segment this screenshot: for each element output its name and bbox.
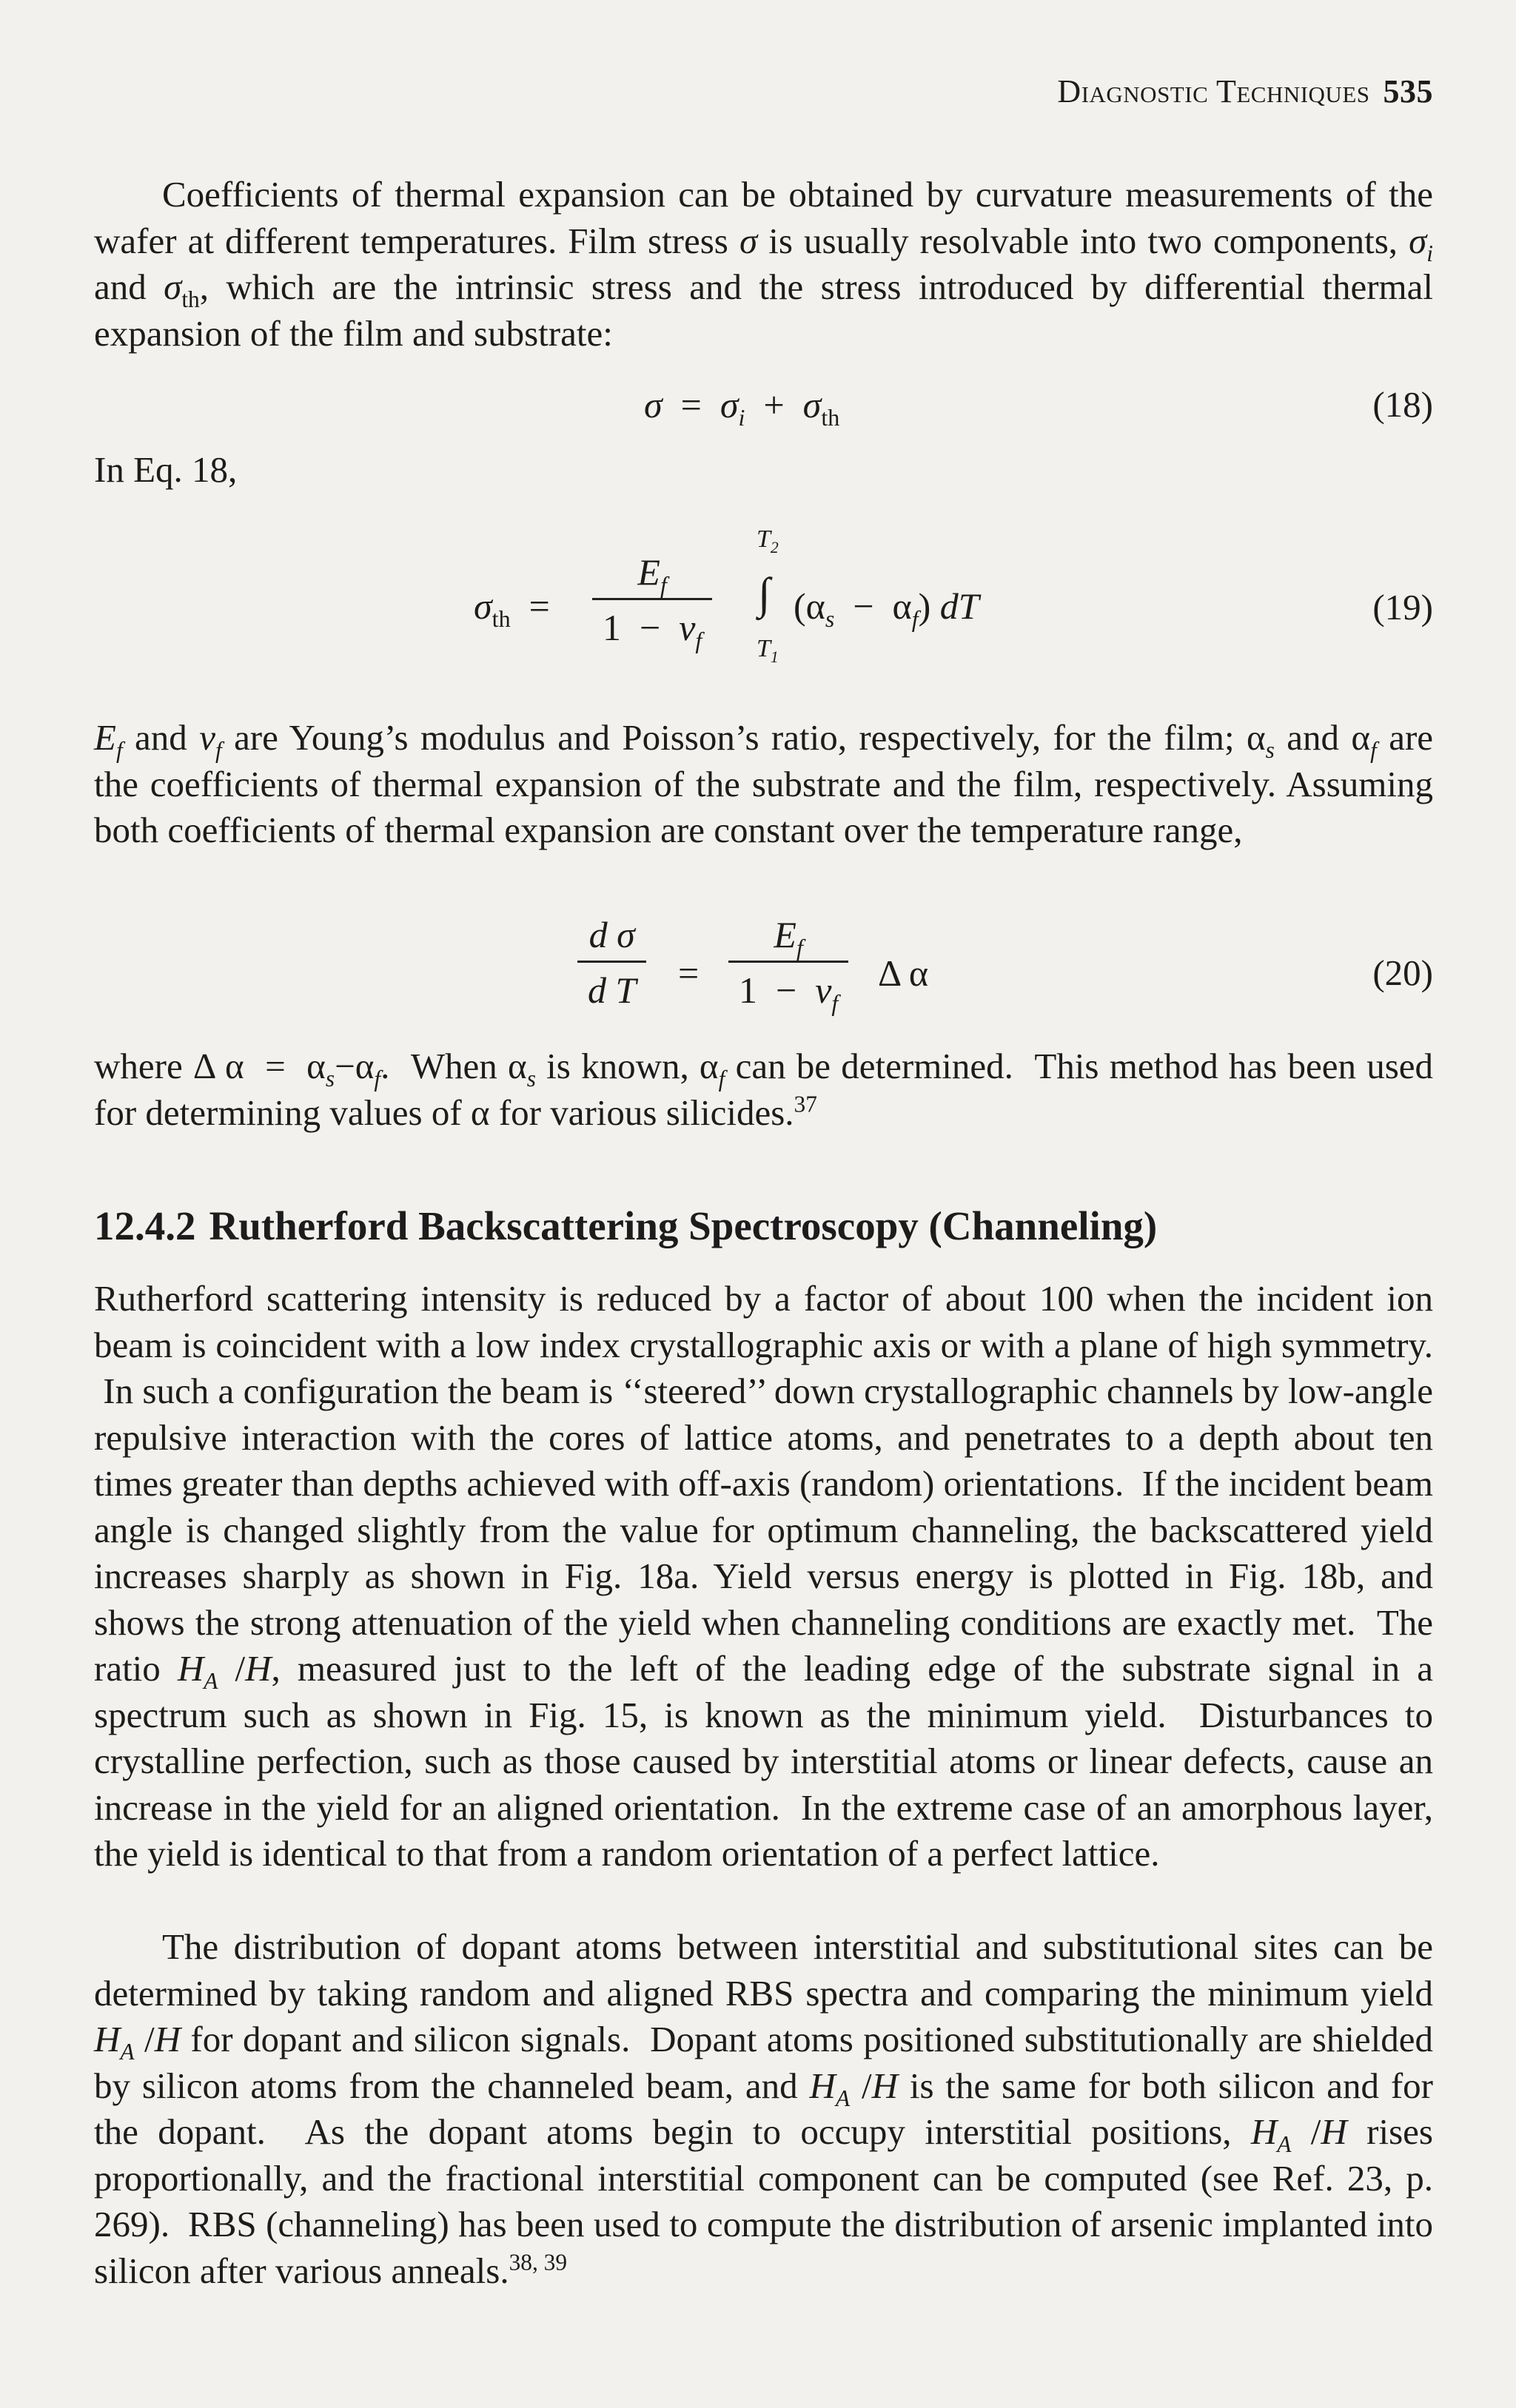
- fraction-ef-over-1-nuf: $\frac{E_f}{1 - \nu_f}$: [592, 551, 712, 649]
- fraction-dsigma-dT: $\frac{\text{d σ}}{\text{d T}}$: [577, 913, 646, 1012]
- page-number: 535: [1383, 73, 1433, 110]
- equation-20-number: (20): [1372, 952, 1433, 993]
- paragraph-where: where Δ $\alpha = \alpha_s-\alpha_f$. When $\alpha_s$ is known, $\alpha_f$ can be determined. This method has been used for determining values of α for various silicides.$^{37}$: [94, 1046, 1434, 1133]
- lower-limit: $T_1$: [757, 635, 779, 666]
- equation-19: [0, 525, 1516, 673]
- equation-19-number: (19): [1372, 587, 1433, 628]
- paragraph-rbs-channeling: Rutherford scattering intensity is reduced by a factor of about 100 when the incident ion beam is coincident with a low index crystallographic axis or with a plane of high symmetry. In such a configuration the beam is ‘‘steered’’ down crystallographic channels by low-angle repulsive interaction with the cores of lattice atoms, and penetrates to a depth about ten times greater than depths achieved with off-axis (random) orientations. If the incident beam angle is changed slightly from the value for optimum channeling, the backscattered yield increases sharply as shown in Fig. 18a. Yield versus energy is plotted in Fig. 18b, and shows the strong attenuation of the yield when channeling conditions are exactly met. The ratio $H_A$ /H, measured just to the left of the leading edge of the substrate signal in a spectrum such as shown in Fig. 15, is known as the minimum yield. Disturbances to crystalline perfection, such as those caused by interstitial atoms or linear defects, cause an increase in the yield for an aligned orientation. In the extreme case of an amorphous layer, the yield is identical to that from a random orientation of a perfect lattice.: [94, 1278, 1434, 1874]
- equation-18-number: (18): [1372, 384, 1433, 425]
- running-header: [1057, 73, 1433, 110]
- paragraph-definitions: $E_f$ and $\nu_f$ are Young’s modulus and Poisson’s ratio, respectively, for the film; $\alpha_s$ and $\alpha_f$ are the coefficients of thermal expansion of the substrate and the film, respectively. Assuming both coefficients of thermal expansion are constant over the temperature range,: [94, 717, 1434, 850]
- integrand: $(\alpha_s - \alpha_f)$ dT: [794, 585, 979, 632]
- fraction-ef-over-1-nuf: $\frac{E_f}{1 - \nu_f}$: [728, 913, 848, 1012]
- in-eq-text: In Eq. 18,: [94, 449, 238, 490]
- equation-20: [0, 913, 1516, 1032]
- sigma-th: $\sigma_{th}$ =: [474, 585, 550, 632]
- section-heading: [94, 1203, 1157, 1249]
- integral-sign: ∫: [758, 569, 771, 618]
- delta-alpha: Δ α: [878, 952, 929, 994]
- running-title: Diagnostic Techniques: [1057, 73, 1370, 110]
- paragraph-dopant-distribution: The distribution of dopant atoms between interstitial and substitutional sites can be determined by taking random and aligned RBS spectra and comparing the minimum yield $H_A$ /H for dopant and silicon signals. Dopant atoms positioned substitutionally are shielded by silicon atoms from the channeled beam, and $H_A$ /H is the same for both silicon and for the dopant. As the dopant atoms begin to occupy interstitial positions, $H_A$ /H rises proportionally, and the fractional interstitial component can be computed (see Ref. 23, p. 269). RBS (channeling) has been used to compute the distribution of arsenic implanted into silicon after various anneals.$^{38, 39}$: [94, 1926, 1433, 2291]
- upper-limit: $T_2$: [757, 525, 779, 556]
- section-title: Rutherford Backscattering Spectroscopy (Channeling): [209, 1203, 1158, 1248]
- paragraph-thermal-expansion: Coefficients of thermal expansion can be obtained by curvature measurements of the wafer at different temperatures. Film stress σ is usually resolvable into two components, $\sigma_i$ and $\sigma_{th}$, which are the intrinsic stress and the stress introduced by differential thermal expansion of the film and substrate:: [94, 174, 1433, 354]
- section-number: 12.4.2: [94, 1203, 196, 1248]
- equation-18-body: $\sigma = \sigma_i + \sigma_{th}$: [644, 384, 840, 431]
- equals-sign: =: [678, 952, 700, 994]
